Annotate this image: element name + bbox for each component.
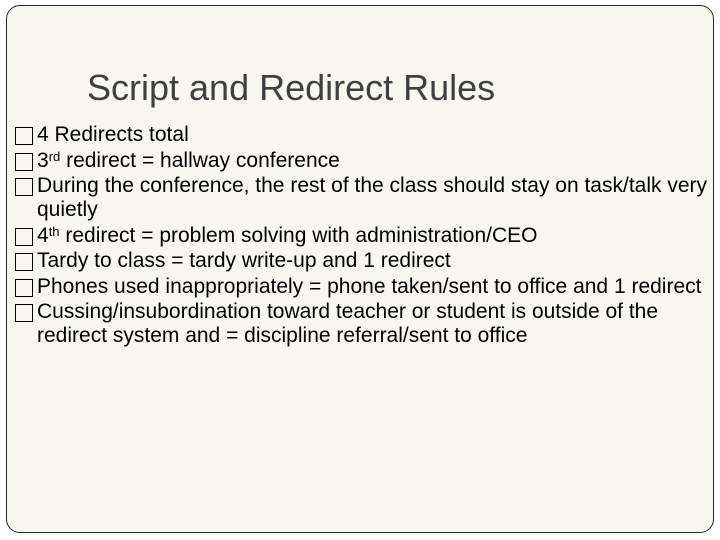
ordinal-suffix: rd (48, 148, 61, 164)
bullet-text: During the conference, the rest of the class should stay on task/talk very quietly (37, 174, 708, 221)
list-item (15, 275, 715, 299)
bullet-box-icon (15, 127, 33, 145)
list-item (15, 174, 715, 222)
bullet-text: 3 (37, 148, 49, 172)
bullet-box-icon (15, 253, 33, 271)
list-item (15, 123, 715, 147)
slide (6, 5, 714, 533)
bullet-box-icon (15, 178, 33, 196)
list-item (15, 300, 715, 348)
list-item (15, 149, 715, 173)
bullet-text: 4 (37, 223, 49, 247)
bullet-box-icon (15, 279, 33, 297)
bullet-box-icon (15, 153, 33, 171)
bullet-text: Cussing/insubordination toward teacher or student is outside of the redirect system and = discipline referral/sent to office (37, 300, 659, 347)
bullet-text-rest: redirect = problem solving with administration/CEO (59, 223, 538, 247)
bullet-text: 4 Redirects total (37, 123, 189, 146)
list-item (15, 224, 715, 248)
slide-title: Script and Redirect Rules (87, 67, 496, 108)
ordinal-suffix: th (48, 223, 60, 239)
list-item (15, 249, 715, 273)
bullet-box-icon (15, 304, 33, 322)
bullet-box-icon (15, 228, 33, 246)
bullet-list (15, 123, 715, 350)
bullet-text: Tardy to class = tardy write-up and 1 redirect (37, 249, 451, 272)
bullet-text-rest: redirect = hallway conference (60, 148, 340, 172)
bullet-text: Phones used inappropriately = phone taken/sent to office and 1 redirect (37, 274, 702, 298)
